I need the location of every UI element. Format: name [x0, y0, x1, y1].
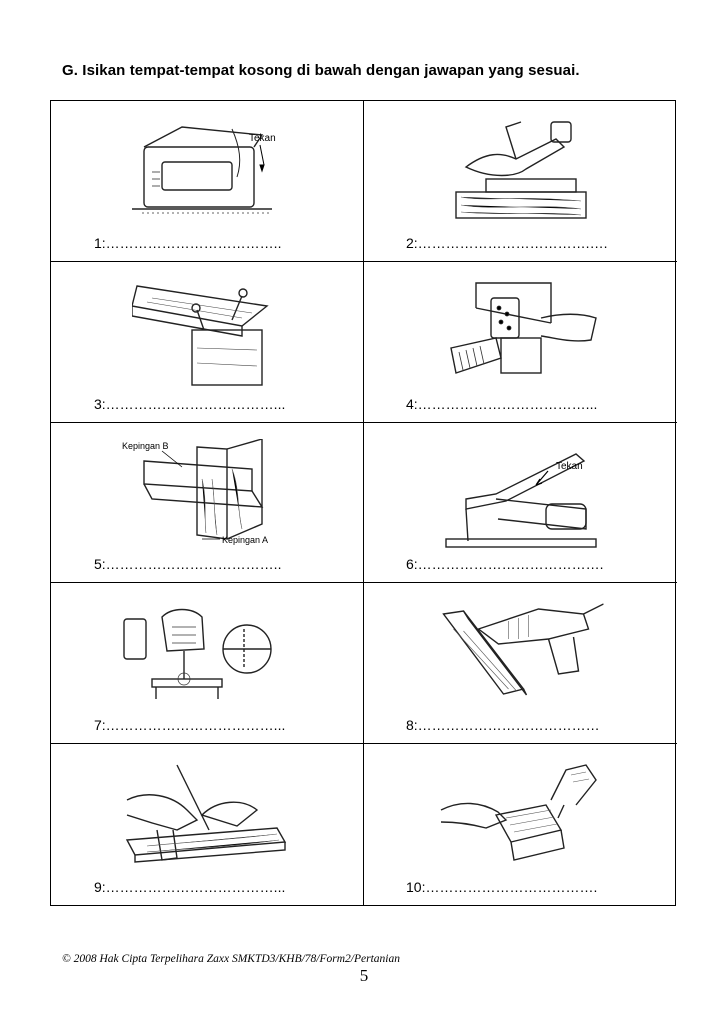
callout-piece-a-label: Kepingan A — [222, 534, 269, 545]
hacksaw-vise-illustration — [441, 278, 601, 398]
claw-hammer-illustration — [446, 117, 596, 227]
drill-illustration — [122, 599, 292, 709]
hand-drill-board-illustration — [436, 760, 606, 870]
callout-press-label-6: Tekan — [555, 460, 583, 472]
question-cell-10 — [364, 744, 677, 905]
page-number: 5 — [359, 966, 369, 985]
answer-line-2: 2:……………………………….…. — [406, 234, 608, 251]
question-cell-8 — [364, 583, 677, 744]
instruction-heading: G. Isikan tempat-tempat kosong di bawah dengan jawapan yang sesuai. — [62, 62, 580, 79]
staple-gun-illustration — [122, 117, 292, 227]
rivet-tool-illustration — [436, 439, 606, 557]
question-cell-2 — [364, 101, 677, 262]
question-cell-3 — [51, 262, 364, 423]
answer-line-7: 7:………………………………... — [94, 717, 286, 734]
copyright-footer: © 2008 Hak Cipta Terpelihara Zaxx SMKTD3/KHB/78/Form2/Pertanian — [62, 953, 400, 965]
question-cell-7 — [51, 583, 364, 744]
question-cell-1 — [51, 101, 364, 262]
question-cell-5 — [51, 423, 364, 584]
answer-line-10: 10:………………………………. — [406, 879, 598, 895]
question-cell-4 — [364, 262, 677, 423]
question-cell-6 — [364, 423, 677, 584]
answer-line-6: 6:…………………………………. — [406, 556, 604, 573]
callout-piece-b-label: Kepingan B — [122, 440, 169, 451]
answer-line-8: 8:………………………………… — [406, 717, 600, 734]
question-cell-9 — [51, 744, 364, 905]
answer-line-5: 5:……………………………….. — [94, 556, 282, 573]
pencil-marking-illustration — [117, 760, 297, 872]
glue-gun-illustration — [438, 599, 603, 709]
question-grid — [50, 100, 676, 906]
answer-line-3: 3:………………………………... — [94, 395, 286, 412]
answer-line-1: 1:……………………………….. — [94, 234, 282, 251]
answer-line-4: 4:………………………………... — [406, 395, 598, 412]
answer-line-9: 9:………………………………... — [94, 879, 286, 895]
callout-press-label: Tekan — [249, 133, 276, 144]
cross-lap-joint-illustration — [122, 439, 292, 557]
nails-in-wood-illustration — [132, 278, 282, 393]
